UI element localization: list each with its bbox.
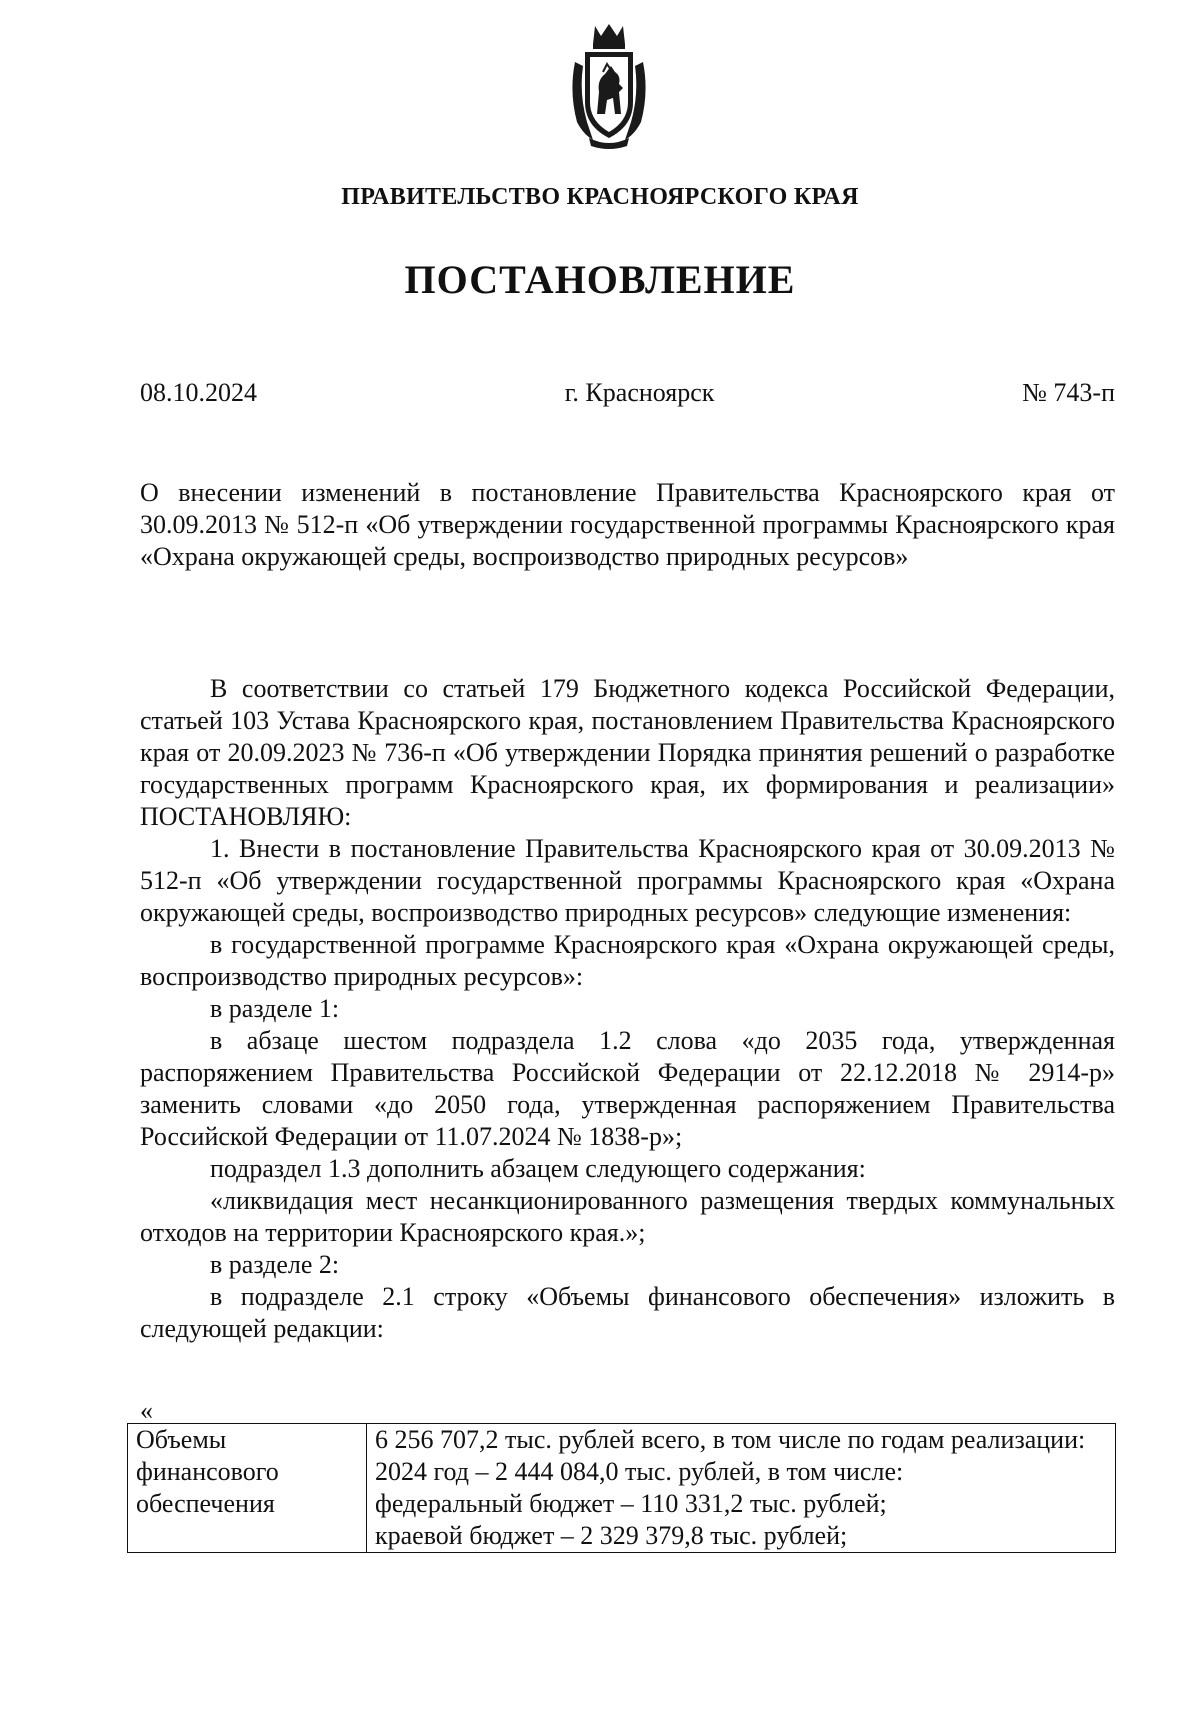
opening-quote: « [140, 1396, 153, 1425]
document-city: г. Красноярск [564, 378, 715, 407]
document-number: № 743-п [1022, 378, 1115, 407]
body-paragraph: «ликвидация мест несанкционированного размещения твердых коммунальных отходов на территории Красноярского края.»; [140, 1186, 1115, 1247]
table-value-line: 6 256 707,2 тыс. рублей всего, в том числе по годам реализации: [375, 1425, 1086, 1454]
table-label-cell [128, 1424, 367, 1553]
document-date: 08.10.2024 [140, 378, 257, 407]
table-value-line: 2024 год – 2 444 084,0 тыс. рублей, в том числе: [375, 1457, 904, 1486]
body-paragraph: подраздел 1.3 дополнить абзацем следующего содержания: [210, 1154, 866, 1183]
table-value-line: краевой бюджет – 2 329 379,8 тыс. рублей; [375, 1521, 848, 1550]
body-paragraph: в абзаце шестом подраздела 1.2 слова «до 2035 года, утвержденная распоряжением Правительства Российской Федерации от 22.12.2018 № 2914-р» заменить словами «до 2050 года, утвержденная распоряжением Правительства Российской Федерации от 11.07.2024 № 1838-р»; [140, 1026, 1115, 1151]
table-value-line: федеральный бюджет – 110 331,2 тыс. рублей; [375, 1489, 887, 1518]
table-label-line: финансового [136, 1457, 279, 1486]
body-paragraph: в разделе 2: [210, 1250, 340, 1279]
body-paragraph: 1. Внести в постановление Правительства Красноярского края от 30.09.2013 № 512-п «Об утверждении государственной программы Красноярского края «Охрана окружающей среды, воспроизводство природных ресурсов» следующие изменения: [140, 834, 1115, 927]
body-paragraph: в подразделе 2.1 строку «Объемы финансового обеспечения» изложить в следующей редакции: [140, 1282, 1115, 1343]
body-paragraph: в государственной программе Красноярского края «Охрана окружающей среды, воспроизводство природных ресурсов»: [140, 930, 1115, 991]
body-paragraph: В соответствии со статьей 179 Бюджетного кодекса Российской Федерации, статьей 103 Устава Красноярского края, постановлением Правительства Красноярского края от 20.09.2023 № 736-п «Об утверждении Порядка принятия решений о разработке государственных программ Красноярского края, их формирования и реализации» ПОСТАНОВЛЯЮ: [140, 674, 1115, 831]
table-value-cell [367, 1424, 1116, 1553]
document-body [140, 673, 1115, 1345]
financing-table [127, 1423, 1116, 1553]
document-type-title: ПОСТАНОВЛЕНИЕ [404, 257, 796, 302]
table-label-line: Объемы [136, 1425, 227, 1454]
body-paragraph: в разделе 1: [210, 994, 340, 1023]
table-row [128, 1424, 1116, 1553]
coat-of-arms-icon [565, 22, 653, 152]
table-label-line: обеспечения [136, 1489, 275, 1518]
document-subject: О внесении изменений в постановление Правительства Красноярского края от 30.09.2013 № 512-п «Об утверждении государственной программы Красноярского края «Охрана окружающей среды, воспроизводство природных ресурсов» [140, 478, 1115, 571]
document-meta-row [140, 378, 1115, 408]
organization-title: ПРАВИТЕЛЬСТВО КРАСНОЯРСКОГО КРАЯ [341, 184, 859, 210]
